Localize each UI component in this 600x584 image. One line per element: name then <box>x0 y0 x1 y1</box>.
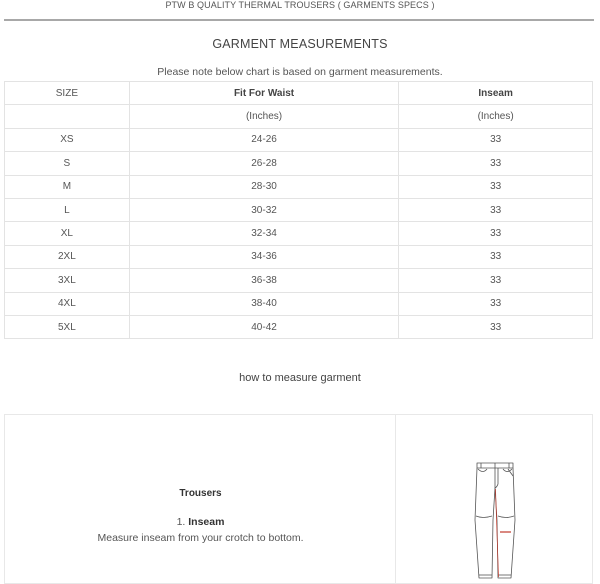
step-description: Measure inseam from your crotch to bottom. <box>97 532 304 544</box>
cell-waist: 34-36 <box>129 245 399 268</box>
table-row <box>5 175 593 198</box>
unit-waist: (Inches) <box>129 105 399 128</box>
cell-inseam: 33 <box>399 269 593 292</box>
cell-inseam: 33 <box>399 198 593 221</box>
trousers-icon <box>471 460 519 580</box>
measure-step <box>5 516 396 528</box>
cell-waist: 36-38 <box>129 269 399 292</box>
table-row <box>5 315 593 338</box>
cell-inseam: 33 <box>399 128 593 151</box>
cell-waist: 38-40 <box>129 292 399 315</box>
cell-inseam: 33 <box>399 152 593 175</box>
size-chart-table <box>4 81 593 339</box>
table-row <box>5 128 593 151</box>
cell-size: 2XL <box>5 245 130 268</box>
cell-waist: 26-28 <box>129 152 399 175</box>
cell-waist: 40-42 <box>129 315 399 338</box>
cell-inseam: 33 <box>399 175 593 198</box>
cell-waist: 24-26 <box>129 128 399 151</box>
product-title: PTW B QUALITY THERMAL TROUSERS ( GARMENTS SPECS ) <box>165 0 435 10</box>
column-header-inseam: Inseam <box>399 82 593 105</box>
cell-inseam: 33 <box>399 292 593 315</box>
measure-illustration-cell <box>396 415 592 583</box>
cell-size: XL <box>5 222 130 245</box>
unit-size <box>5 105 130 128</box>
table-header-row <box>5 82 593 105</box>
cell-size: XS <box>5 128 130 151</box>
table-row <box>5 292 593 315</box>
cell-waist: 32-34 <box>129 222 399 245</box>
cell-waist: 30-32 <box>129 198 399 221</box>
cell-size: 4XL <box>5 292 130 315</box>
step-title: Inseam <box>188 516 225 528</box>
cell-inseam: 33 <box>399 245 593 268</box>
cell-inseam: 33 <box>399 315 593 338</box>
step-number: 1. <box>176 516 186 528</box>
table-units-row <box>5 105 593 128</box>
how-to-measure-title: how to measure garment <box>239 372 361 384</box>
garment-name: Trousers <box>179 488 222 499</box>
cell-waist: 28-30 <box>129 175 399 198</box>
cell-size: M <box>5 175 130 198</box>
table-row <box>5 245 593 268</box>
column-header-size: SIZE <box>5 82 130 105</box>
measure-instructions <box>5 415 396 583</box>
cell-size: 5XL <box>5 315 130 338</box>
measure-guide-panel <box>4 414 593 584</box>
cell-size: L <box>5 198 130 221</box>
measurements-note: Please note below chart is based on garment measurements. <box>157 66 443 78</box>
table-row <box>5 222 593 245</box>
table-row <box>5 198 593 221</box>
cell-size: 3XL <box>5 269 130 292</box>
column-header-waist: Fit For Waist <box>129 82 399 105</box>
table-row <box>5 269 593 292</box>
measurements-title: GARMENT MEASUREMENTS <box>212 37 388 51</box>
unit-inseam: (Inches) <box>399 105 593 128</box>
header-divider <box>4 19 594 21</box>
cell-size: S <box>5 152 130 175</box>
cell-inseam: 33 <box>399 222 593 245</box>
table-row <box>5 152 593 175</box>
